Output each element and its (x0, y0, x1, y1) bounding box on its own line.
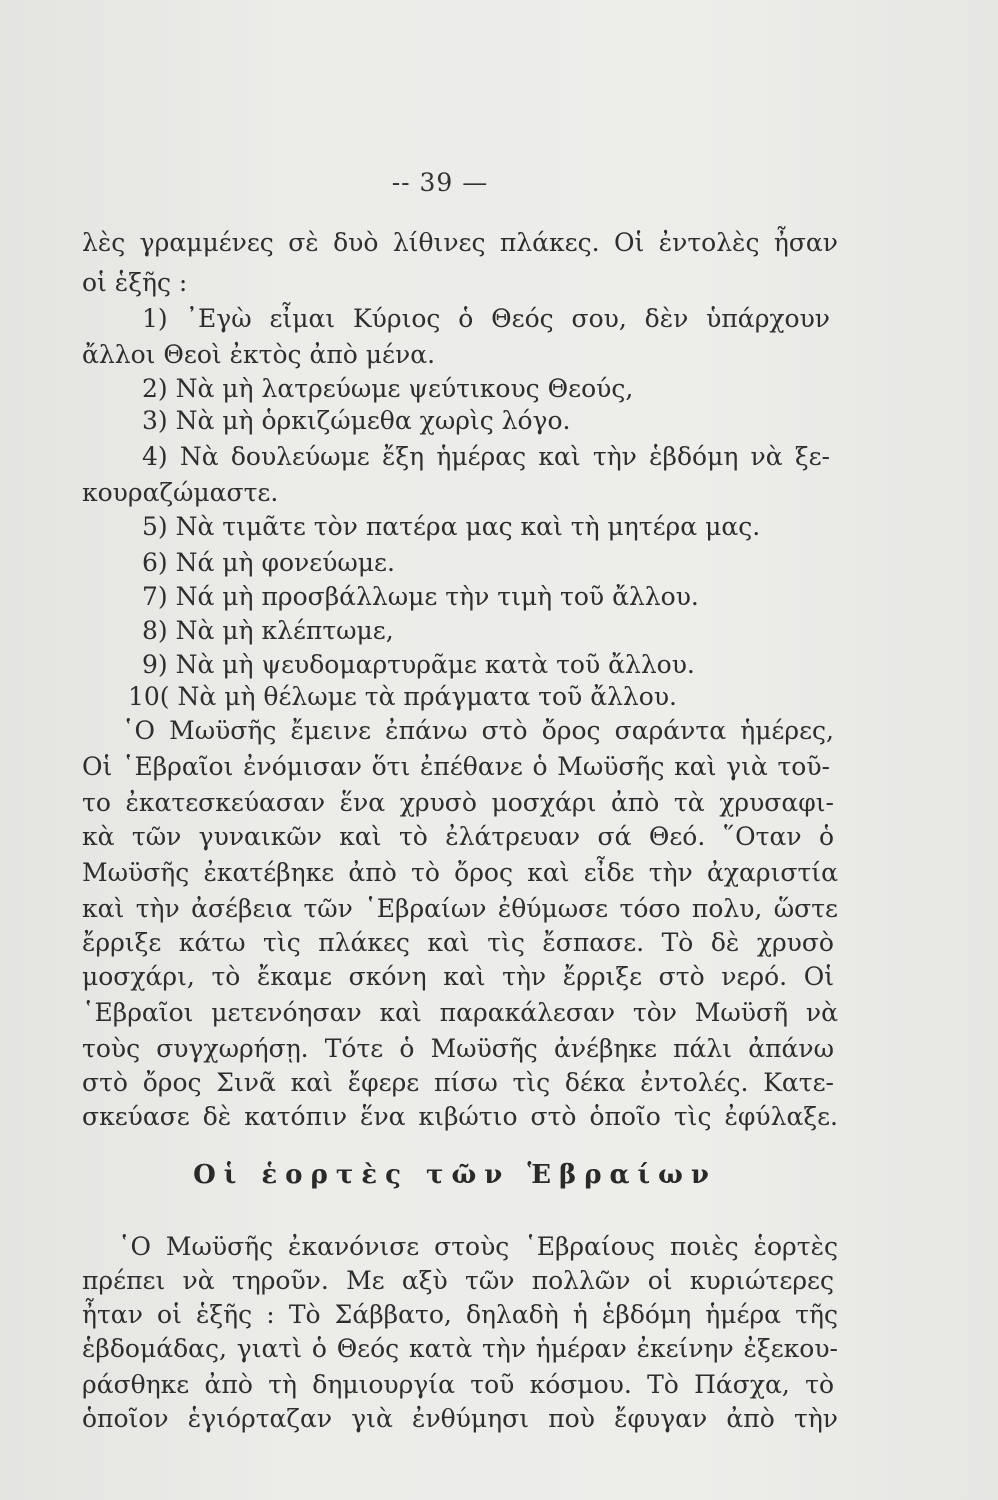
paragraph-line: το ἐκατεσκεύασαν ἕνα χρυσὸ μοσχάρι ἀπὸ τὰ χρυσαφι- (82, 788, 834, 817)
page-number: -- 39 — (391, 168, 489, 197)
paragraph-line: ράσθηκε ἀπὸ τὴ δημιουργία τοῦ κόσμου. Τὸ Πάσχα, τὸ (82, 1370, 834, 1399)
list-item-4: 4) Νὰ δουλεύωμε ἔξη ἡμέρας καὶ τὴν ἑβδόμη νὰ ξε- (142, 442, 830, 471)
paragraph-line: στὸ ὄρος Σινᾶ καὶ ἔφερε πίσω τὶς δέκα ἐντολές. Κατε- (82, 1068, 834, 1097)
paragraph-line: ἑβδομάδας, γιατὶ ὁ Θεός κατὰ τὴν ἡμέραν ἐκείνην ἐξεκου- (82, 1334, 838, 1363)
list-item-1: 1) ᾿Εγὼ εἶμαι Κύριος ὁ Θεός σου, δὲν ὑπάρχουν (142, 304, 830, 333)
paragraph-line: ἔρριξε κάτω τὶς πλάκες καὶ τὶς ἔσπασε. Τὸ δὲ χρυσὸ (82, 928, 834, 957)
list-item-6: 6) Νά μὴ φονεύωμε. (142, 548, 395, 577)
paragraph-line: ἦταν οἱ ἑξῆς : Τὸ Σάββατο, δηλαδὴ ἡ ἑβδόμη ἡμέρα τῆς (82, 1300, 838, 1329)
paragraph-line: Οἱ ῾Εβραῖοι ἐνόμισαν ὅτι ἐπέθανε ὁ Μωϋσῆς καὶ γιὰ τοῦ- (82, 752, 830, 781)
paragraph-line: κὰ τῶν γυναικῶν καὶ τὸ ἐλάτρευαν σά Θεό. ῞Οταν ὁ (82, 822, 834, 851)
text-line: οἱ ἑξῆς : (82, 268, 188, 297)
paragraph-line: τοὺς συγχωρήσῃ. Τότε ὁ Μωϋσῆς ἀνέβηκε πάλι ἀπάνω (82, 1034, 834, 1063)
list-item-7: 7) Νά μὴ προσβάλλωμε τὴν τιμὴ τοῦ ἄλλου. (142, 582, 699, 611)
list-item-5: 5) Νὰ τιμᾶτε τὸν πατέρα μας καὶ τὴ μητέρα μας. (142, 512, 761, 541)
paragraph-line: ῾Ο Μωϋσῆς ἔμεινε ἐπάνω στὸ ὄρος σαράντα ἡμέρες, (122, 716, 834, 745)
list-item-8: 8) Νὰ μὴ κλέπτωμε, (142, 616, 394, 645)
text-line: κουραζώμαστε. (82, 478, 279, 507)
text-line: ἄλλοι Θεοὶ ἐκτὸς ἀπὸ μένα. (82, 340, 436, 369)
list-item-2: 2) Νὰ μὴ λατρεύωμε ψεύτικους Θεούς, (142, 374, 634, 403)
paragraph-line: σκεύασε δὲ κατόπιν ἕνα κιβώτιο στὸ ὁποῖο τὶς ἐφύλαξε. (82, 1102, 838, 1131)
list-item-10: 10( Νὰ μὴ θέλωμε τὰ πράγματα τοῦ ἄλλου. (128, 682, 677, 711)
paragraph-line: μοσχάρι, τὸ ἔκαμε σκόνη καὶ τὴν ἔρριξε στὸ νερό. Οἱ (82, 962, 834, 991)
paragraph-line: καὶ τὴν ἀσέβεια τῶν ῾Εβραίων ἐθύμωσε τόσο πολυ, ὥστε (82, 894, 838, 923)
paragraph-line: ῾Εβραῖοι μετενόησαν καὶ παρακάλεσαν τὸν Μωϋσῆ νὰ (82, 998, 838, 1027)
list-item-3: 3) Νὰ μὴ ὁρκιζώμεθα χωρὶς λόγο. (142, 406, 571, 435)
paragraph-line: πρέπει νὰ τηροῦν. Με αξὺ τῶν πολλῶν οἱ κυριώτερες (82, 1266, 834, 1295)
paragraph-line: ὁποῖον ἑγιόρταζαν γιὰ ἐνθύμησι ποὺ ἔφυγαν ἀπὸ τὴν (82, 1404, 838, 1433)
paragraph-line: Μωϋσῆς ἐκατέβηκε ἀπὸ τὸ ὄρος καὶ εἶδε τὴν ἀχαριστία (82, 858, 838, 887)
paragraph-line: ῾Ο Μωϋσῆς ἐκανόνισε στοὺς ῾Εβραίους ποιὲς ἑορτὲς (118, 1232, 838, 1261)
section-heading: Οἱ ἑορτὲς τῶν Ἑβραίων (193, 1160, 717, 1190)
text-line: λὲς γραμμένες σὲ δυὸ λίθινες πλάκες. Οἱ ἐντολὲς ἦσαν (82, 228, 838, 257)
list-item-9: 9) Νὰ μὴ ψευδομαρτυρᾶμε κατὰ τοῦ ἄλλου. (142, 650, 695, 679)
